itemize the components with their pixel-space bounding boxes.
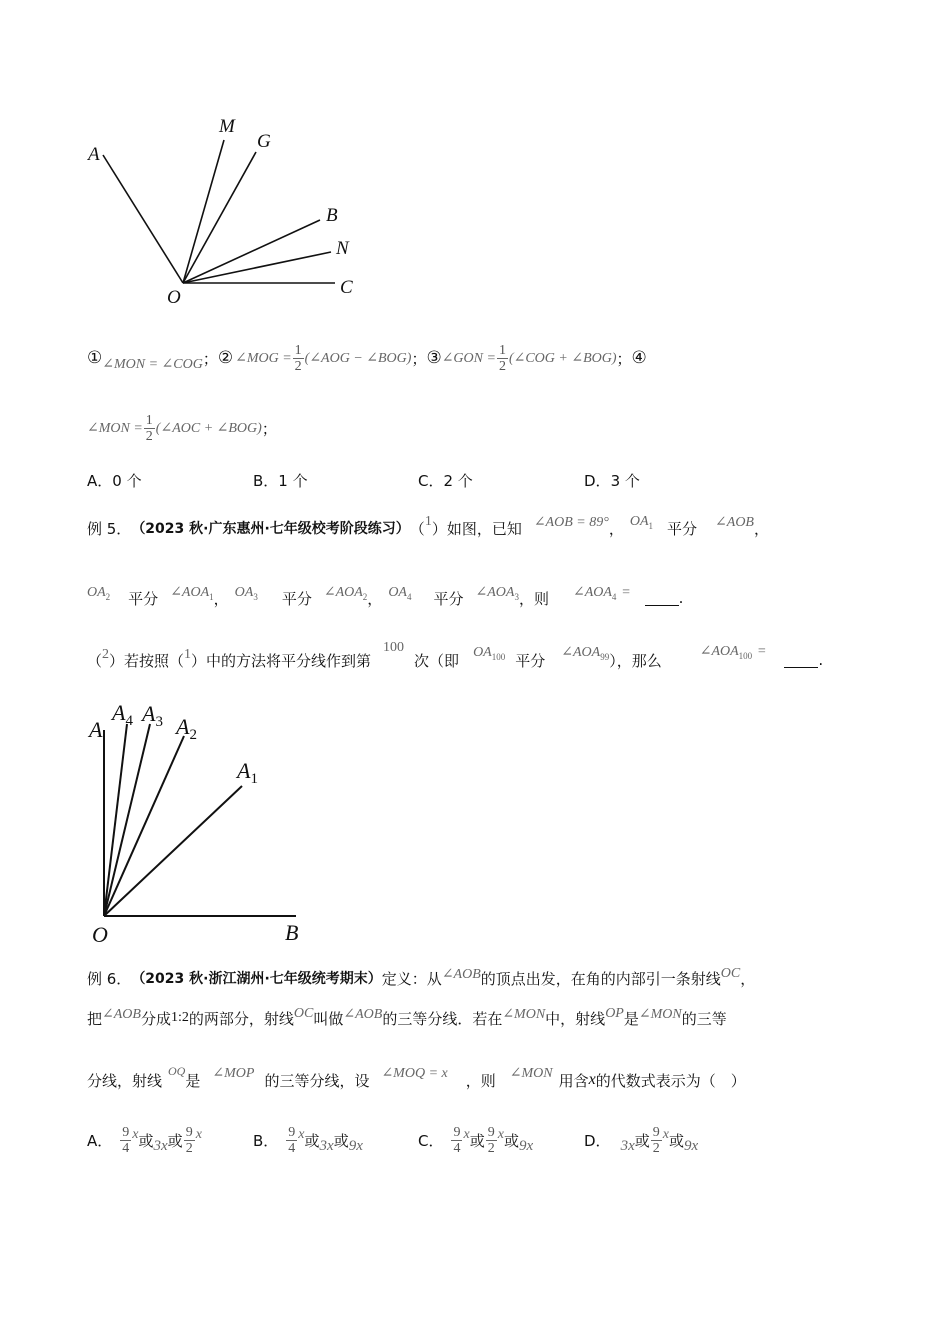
ex6-option-d[interactable] [584,1118,698,1162]
frac-9-4: $\frac{9}{4}$ [288,1124,296,1156]
ex5-bisect-3: 平分 [281,589,312,608]
ex6-aob-2: ∠AOB [102,1006,141,1022]
label-o: O [92,922,108,947]
statements-line-1 [87,338,647,378]
sep-4: ； [261,419,277,438]
ex6-text-10: 是 [623,1009,639,1028]
ex5-p1-open: （ [409,519,425,538]
ex6-text-9: 中，射线 [545,1009,606,1028]
x: x [195,1127,202,1142]
ex6-text-11: 的三等 [681,1009,727,1028]
ray-oa2 [104,736,184,916]
statement-2-lhs: ∠MOG = [235,350,292,366]
term-3x: 3x [620,1137,635,1154]
or: 或 [138,1131,154,1150]
circle-4: ④ [631,348,647,368]
statements-line-2 [87,408,277,448]
ex5-aob: ∠AOB [715,514,754,530]
frac-9-4: $\frac{9}{4}$ [122,1124,130,1156]
frac-9-2: $\frac{9}{2}$ [185,1124,193,1156]
ex5-oa1: $OA_1$ [629,514,654,531]
ex6-text-8: 的三等分线．若在 [382,1009,503,1028]
ex6-source: （2023 秋·浙江湖州·七年级统考期末） [131,971,382,987]
ex6-x-var: x [588,1071,596,1088]
ex5-aoa100: $\angle AOA_{100}$ = [699,644,767,661]
ex6-line-1 [87,960,755,996]
x: x [662,1127,669,1142]
ex6-moq: ∠MOQ = x [381,1065,448,1081]
label-a2: $A_2$ [176,714,197,743]
or: 或 [634,1131,650,1150]
label-o: O [167,287,181,308]
ex5-p2-open: （ [87,651,103,670]
ex5-answer-blank-1[interactable] [645,591,679,606]
term-9x: 9x [518,1137,534,1154]
ex5-p1-text: ）如图，已知 [431,519,522,538]
ex6-op-1: OP [605,1006,624,1021]
ex6-line-2 [87,1000,727,1036]
ex6-mon-2: ∠MON [638,1006,682,1022]
ray-om [183,140,224,283]
fraction-half-2: $\frac{1}{2}$ [294,342,302,374]
ex5-comma-3: ， [213,589,229,608]
figure-angle-diagram-1 [0,0,950,320]
statement-3-rhs: (∠COG + ∠BOG) [508,350,617,366]
ex5-p1-num: 1 [424,514,432,529]
ex6-text-7: 叫做 [313,1009,344,1028]
term-9x: 9x [348,1137,363,1154]
ex6-aob-3: ∠AOB [343,1006,383,1022]
ray-og [183,152,256,283]
ex6-text-3: ， [740,969,756,988]
ex5-aoa2: $\angle AOA_2$ [323,585,368,602]
statement-4-rhs: (∠AOC + ∠BOG) [155,420,262,436]
ray-oa3 [104,724,150,916]
ex6-text-12: 分线，射线 [87,1071,163,1090]
ray-oa4 [104,724,127,916]
ex5-p2-num: 2 [102,647,110,662]
ex6-text-6: 的两部分，射线 [188,1009,294,1028]
ex5-p2-ref-num: 1 [184,647,192,662]
option-letter: B． [253,1131,279,1150]
ex5-then: ，则 [518,589,549,608]
label-a: A [88,144,100,165]
statement-4-lhs: ∠MON = [87,420,143,436]
ex5-answer-blank-2[interactable] [784,653,818,668]
option-letter: A． [87,1131,113,1150]
q4-option-d[interactable]: D．3 个 [584,472,640,490]
x: x [298,1127,305,1142]
label-c: C [340,277,353,298]
circle-1: ① [87,348,103,368]
ex5-comma-2: ， [753,519,769,538]
ex6-title: 例 6． [87,969,132,988]
sep-1: ； [202,349,218,368]
ex6-mon-3: ∠MON [509,1065,553,1081]
ex6-mop: ∠MOP [212,1065,255,1081]
ex5-bisect-5: 平分 [515,651,546,670]
ray-on [183,252,331,283]
ex5-p2-text-4: ），那么 [609,651,662,670]
label-a: A [89,717,103,742]
ex6-oc-1: OC [720,966,741,981]
or: 或 [304,1131,320,1150]
ex6-text-15: ，则 [465,1071,496,1090]
ex6-text-4: 把 [87,1009,103,1028]
ex5-oa100: $OA_{100}$ [473,645,506,662]
option-letter: C． [418,1131,444,1150]
ex5-oa4: $OA_4$ [388,585,412,602]
or: 或 [503,1131,519,1150]
ex5-source: （2023 秋·广东惠州·七年级校考阶段练习） [131,521,410,537]
sep-2: ； [411,349,427,368]
or: 或 [333,1131,349,1150]
option-letter: D． [584,1131,611,1150]
ex5-comma-4: ， [367,589,383,608]
circle-3: ③ [426,348,442,368]
q4-option-c[interactable]: C．2 个 [418,472,473,490]
ex6-oq: OQ [168,1063,186,1078]
ex6-option-a[interactable] [87,1118,202,1162]
label-a4: $A_4$ [112,700,133,729]
fraction-half-4: $\frac{1}{2}$ [145,412,153,444]
ex5-bisect-1: 平分 [667,519,698,538]
label-g: G [257,131,271,152]
ex5-oa3: $OA_3$ [234,585,258,602]
or: 或 [167,1131,183,1150]
ex5-p2-text-1: ）若按照（ [109,651,185,670]
x: x [132,1127,139,1142]
frac-9-4: $\frac{9}{4}$ [453,1124,461,1156]
circle-2: ② [217,348,234,368]
ex6-mon-1: ∠MON [502,1006,546,1022]
ray-oa1 [104,786,242,916]
frac-9-2: $\frac{9}{2}$ [487,1124,495,1156]
ex6-aob-1: ∠AOB [441,966,481,982]
ex5-oa2: $OA_2$ [87,585,111,602]
ex5-bisect-4: 平分 [433,589,464,608]
or: 或 [469,1131,485,1150]
ex5-period-2: . [818,651,824,669]
frac-9-2: $\frac{9}{2}$ [652,1124,660,1156]
ex6-option-b[interactable] [253,1118,363,1162]
ex6-text-14: 的三等分线，设 [264,1071,370,1090]
label-b: B [326,205,338,226]
ex5-aoa4: $\angle AOA_4$ = [572,585,631,602]
ex5-period-1: . [678,589,684,607]
ex5-line-1 [87,508,769,548]
term-3x: 3x [319,1137,334,1154]
ex6-option-c[interactable] [418,1118,533,1162]
fraction-half-3: $\frac{1}{2}$ [498,342,506,374]
ex5-title: 例 5． [87,519,132,538]
ex5-aoa3: $\angle AOA_3$ [475,585,519,602]
ray-oa [103,155,183,283]
label-n: N [336,238,349,259]
label-a1: $A_1$ [237,758,258,787]
x: x [497,1127,504,1142]
or: 或 [668,1131,684,1150]
x: x [463,1127,470,1142]
term-3x: 3x [153,1137,168,1154]
ex6-text-17: 的代数式表示为（ ） [595,1071,746,1090]
q4-option-a[interactable]: A．0 个 [87,472,142,490]
ex5-comma-1: ， [608,519,624,538]
ex6-text-5: 分成 [140,1009,171,1028]
ex5-p2-text-3: 次（即 [414,651,460,670]
figure-angle-diagram-2 [0,690,400,950]
ex6-line-3 [87,1060,746,1100]
ex5-line-3 [87,638,823,682]
ex5-aoa99: $\angle AOA_{99}$ [561,645,610,662]
ex5-n100: 100 [383,640,405,655]
sep-3: ； [616,349,632,368]
ex6-text-13: 是 [185,1071,201,1090]
ex6-ratio: 1:2 [170,1010,189,1025]
q4-option-b[interactable]: B．1 个 [253,472,308,490]
label-a3: $A_3$ [142,701,163,730]
label-m: M [219,116,235,137]
statement-1: ∠MON = ∠COG [102,356,203,372]
statement-3-lhs: ∠GON = [441,350,496,366]
ex5-bisect-2: 平分 [128,589,159,608]
term-9x: 9x [683,1137,699,1154]
ex5-aoa1: $\angle AOA_1$ [170,585,214,602]
ex6-text-16: 用含 [558,1071,589,1090]
ex6-text-1: 定义：从 [381,969,442,988]
ex6-oc-2: OC [293,1006,314,1021]
ex5-p2-text-2: ）中的方法将平分线作到第 [191,651,372,670]
statement-2-rhs: (∠AOG − ∠BOG) [304,350,412,366]
label-b: B [285,920,299,945]
ray-ob [183,220,320,283]
ex5-given: ∠AOB = 89° [533,514,609,530]
ex5-line-2 [87,578,683,618]
ex6-text-2: 的顶点出发，在角的内部引一条射线 [480,969,721,988]
